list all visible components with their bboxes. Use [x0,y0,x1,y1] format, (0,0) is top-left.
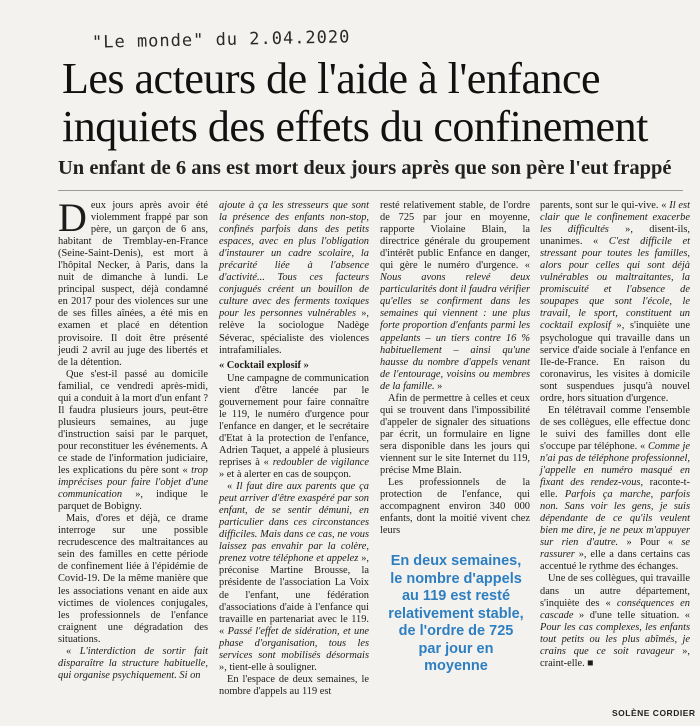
divider [58,190,683,191]
subheadline: Un enfant de 6 ans est mort deux jours après que son père l'eut frappé [58,157,672,179]
paragraph: ajoute à ça les stresseurs que sont la présence des enfants non-stop, confinés parfois dans des petits espaces, avec en plus l'obligation d'instaurer un cadre scolaire, la précarité liée à l'absence d'activité... Tous ces facteurs conjugués créent un bouillon de culture avec des ferments toxiques pour les personnes vulnérables », relève la sociologue Nadège Séverac, spécialiste des violences intrafamiliales. [219,200,369,356]
crosshead: « Cocktail explosif » [219,359,309,371]
pull-quote: En deux semaines, le nombre d'appels au 119 est resté relativement stable, de l'ordre de 725 par jour en moyenne [388,553,524,674]
paragraph: « Il faut dire aux parents que ça peut arriver d'être exaspéré par son enfant, de se sentir démuni, en particulier dans ces circonstances difficiles. Mais dans ce cas, ne vous laissez pas envahir par la colère, prenez votre téléphone et appelez », préconise Martine Brousse, la présidente de l'association La Voix de l'enfant, une fédération d'associations d'aide à l'enfance qui travaille en partenariat avec le 119. « Passé l'effet de sidération, et une phase d'organisation, tous les services sont mobilisés désormais », tient-elle à souligner. [219,481,369,673]
drop-cap: D [58,195,87,240]
paragraph: « L'interdiction de sortir fait disparaître la structure habituelle, qui organise psychiquement. Si on [58,645,209,681]
paragraph: parents, sont sur le qui-vive. « Il est clair que le confinement exacerbe les difficultés », disent-ils, unanimes. « C'est difficile et stressant pour toutes les familles, alors pour celles qui sont déjà vulnérables ou maltraitantes, la promiscuité et l'absence de soupapes que sont l'école, le travail, le sport, constituent un cocktail explosif », s'inquiète une psychologue qui travaille dans un service d'aide sociale à l'enfance en Ile-de-France. En raison du coronavirus, les visites à domicile sont suspendues jusqu'à nouvel ordre, hors situation d'urgence. [540,200,691,404]
paragraph: Une de ses collègues, qui travaille dans un autre département, s'inquiète des « conséquences en cascade » d'une telle situation. « Pour les cas complexes, les enfants tout petits ou les plus abîmés, je crains que ce soit ravageur », craint-elle. ■ [540,573,691,669]
paragraph: Mais, d'ores et déjà, ce drame interroge sur une possible recrudescence des maltraitances au sein des familles en cette période de confinement liée à l'épidémie de Covid-19. De la même manière que les associations venant en aide aux victimes de violences conjugales, les professionnels de l'enfance craignent une dégradation des situations. [58,513,208,645]
paragraph: resté relativement stable, de l'ordre de 725 par jour en moyenne, rapporte Violaine Blain, la directrice générale du groupement d'intérêt public Enfance en danger, qui gère le numéro d'urgence. « Nous avons relevé deux particularités dont il faudra vérifier qu'elles se confirment dans les semaines qui viennent : une plus forte proportion d'enfants parmi les appelants – un tiers contre 16 % habituellement – ainsi qu'une hausse du nombre d'appels venant de l'entourage, voisins ou membres de la famille. » [380,200,530,392]
article-column-1 [58,195,209,682]
paragraph: Une campagne de communication vient d'être lancée par le gouvernement pour faire connaître le 119, le numéro d'urgence pour l'enfance en danger, et le secrétaire d'Etat à la protection de l'enfance, Adrien Taquet, a appelé à plusieurs reprises à « redoubler de vigilance » et à alerter en cas de soupçon. [219,372,369,481]
article-column-4 [540,200,690,670]
paragraph: Deux jours après avoir été violemment frappé par son père, un garçon de 6 ans, habitant de Tremblay-en-France (Seine-Saint-Denis), est mort à l'hôpital Necker, à Paris, dans la nuit de dimanche à lundi. Le principal suspect, déjà condamné en 2017 pour des violences sur une de ses filles aînées, a été mis en examen et placé en détention provisoire. Il doit être présenté jeudi 2 avril au juge des libertés et de la détention. [58,195,208,368]
byline: SOLÈNE CORDIER [612,708,696,718]
paragraph: En l'espace de deux semaines, le nombre d'appels au 119 est [219,673,369,697]
paragraph: Que s'est-il passé au domicile familial, ce vendredi après-midi, qui a conduit à la mort d'un enfant ? Il faudra plusieurs jours, peut-être plusieurs semaines, au juge d'instruction saisi par le parquet, pour reconstituer les événements. A ce stade de l'information judiciaire, les explications du père sont « trop imprécises pour faire l'objet d'une communication », indique le parquet de Bobigny. [58,368,208,513]
paragraph: En télétravail comme l'ensemble de ses collègues, elle effectue donc le suivi des familles dont elle s'occupe par téléphone. « Comme je n'ai pas de téléphone professionnel, j'appelle en numéro masqué en fixant des rendez-vous, raconte-t-elle. Parfois ça marche, parfois non. Sans voir les gens, je suis dépendante de ce qu'ils veulent bien me dire, je ne peux m'appuyer sur rien d'autre. » Pour « se rassurer », elle a dans certains cas accentué le rythme des échanges. [540,404,691,573]
headline: Les acteurs de l'aide à l'enfance inquiets des effets du confinement [62,54,648,151]
paragraph: Afin de permettre à celles et ceux qui se trouvent dans l'impossibilité d'appeler de signaler des situations par écrit, un formulaire en ligne sera disponible dans les jours qui viennent sur le site Internet du 119, précise Mme Blain. [380,392,530,477]
article-column-2 [219,200,369,698]
article-column-3 [380,200,530,537]
handwritten-note: "Le monde" du 2.04.2020 [91,27,351,53]
paragraph: Les professionnels de la protection de l'enfance, qui accompagnent environ 340 000 enfants, dont la moitié vivent chez leurs [380,477,530,537]
